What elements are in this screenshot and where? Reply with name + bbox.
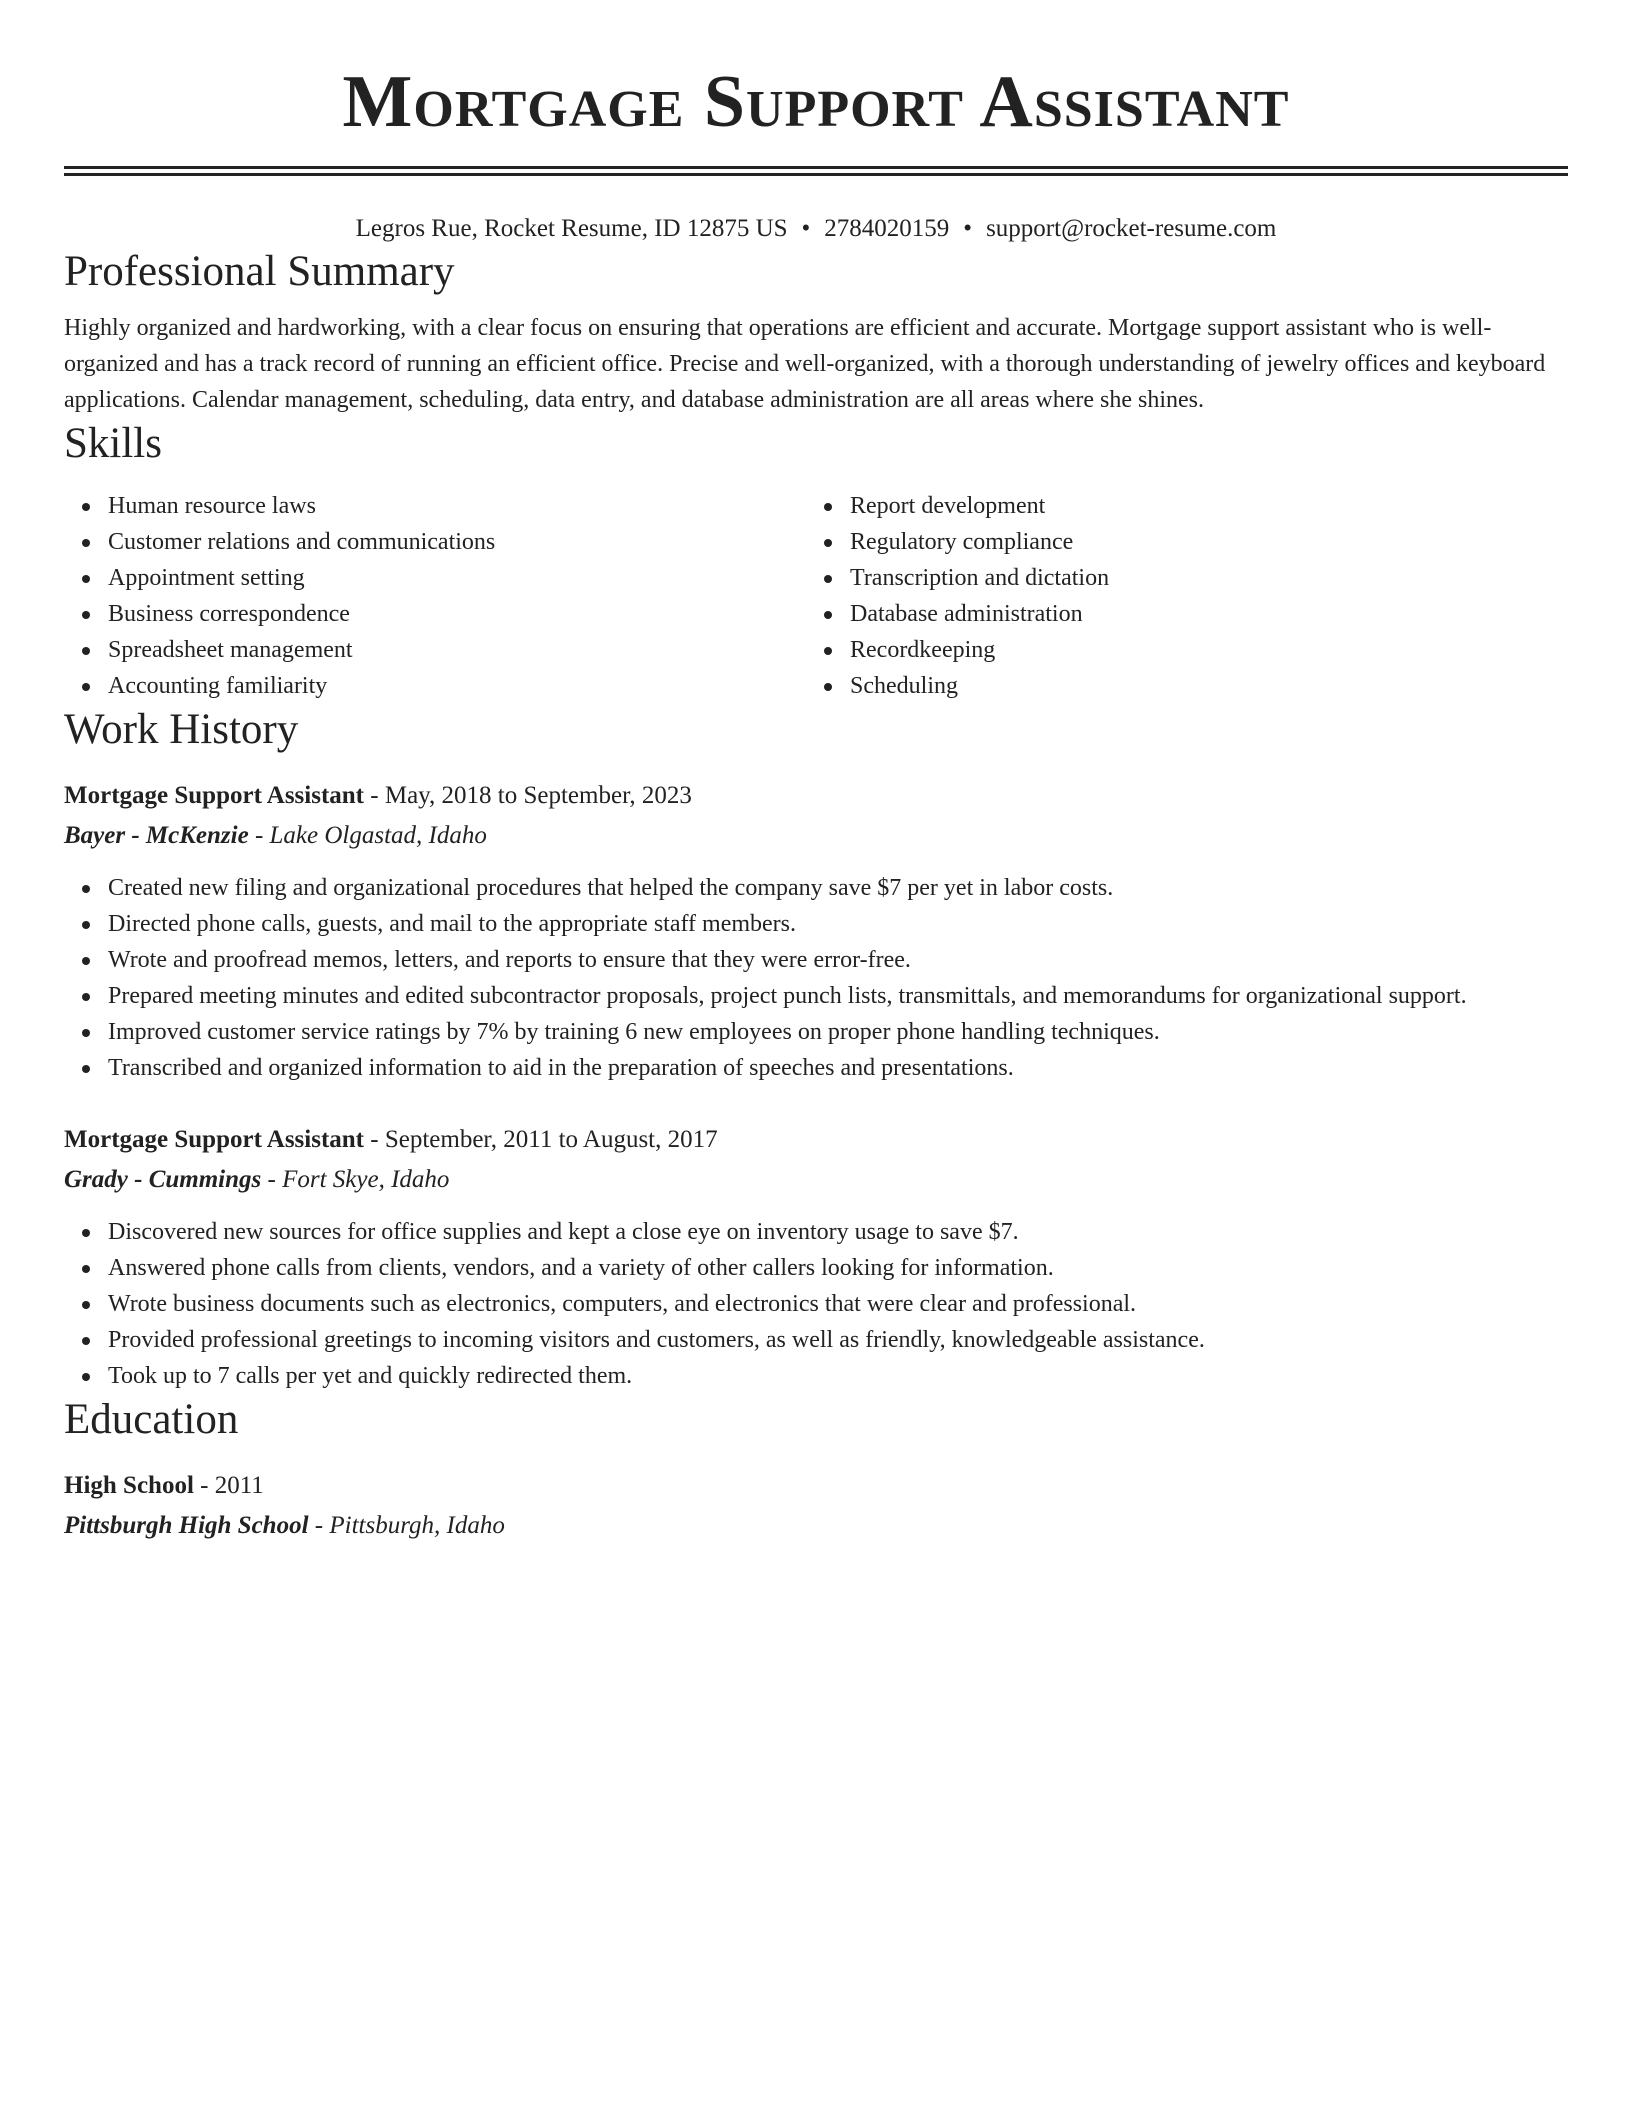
company-line [64, 1160, 1568, 1200]
company-line [64, 816, 1568, 856]
education-year: - 2011 [193, 1472, 264, 1499]
skill-item: Customer relations and communications [108, 524, 806, 560]
job-company: Grady - Cummings [64, 1166, 262, 1193]
contact-phone: 2784020159 [824, 215, 950, 242]
education-entry [64, 1466, 1568, 1546]
title-double-rule [64, 166, 1568, 176]
skills-list-left [64, 488, 806, 704]
education-heading: Education [64, 1396, 239, 1443]
skill-item: Spreadsheet management [108, 632, 806, 668]
job-bullet: Provided professional greetings to incoming visitors and customers, as well as friendly, knowledgeable assistance. [108, 1322, 1568, 1358]
job-bullet: Took up to 7 calls per yet and quickly redirected them. [108, 1358, 1568, 1394]
job-title-line [64, 1120, 1568, 1160]
skills-list-right [806, 488, 1548, 704]
job-bullet: Created new filing and organizational procedures that helped the company save $7 per yet in labor costs. [108, 870, 1568, 906]
school-line [64, 1506, 1568, 1546]
contact-separator: • [801, 215, 811, 242]
degree-line [64, 1466, 1568, 1506]
skill-item: Recordkeeping [850, 632, 1548, 668]
contact-line [64, 212, 1568, 246]
education-location: - Pittsburgh, Idaho [308, 1512, 505, 1539]
contact-address: Legros Rue, Rocket Resume, ID 12875 US [355, 215, 788, 242]
job-bullets [64, 870, 1568, 1086]
job-role: Mortgage Support Assistant [64, 1126, 365, 1153]
job-location: - Fort Skye, Idaho [261, 1166, 450, 1193]
skill-item: Transcription and dictation [850, 560, 1548, 596]
job-bullet: Answered phone calls from clients, vendors, and a variety of other callers looking for information. [108, 1250, 1568, 1286]
summary-text: Highly organized and hardworking, with a clear focus on ensuring that operations are efficient and accurate. Mortgage support assistant who is well-organized and has a track record of running an efficient office. Precise and well-organized, with a thorough understanding of jewelry offices and keyboard applications. Calendar management, scheduling, data entry, and database administration are all areas where she shines. [64, 315, 1546, 413]
job-bullet: Directed phone calls, guests, and mail to the appropriate staff members. [108, 906, 1568, 942]
skills-heading: Skills [64, 420, 162, 467]
job-role: Mortgage Support Assistant [64, 782, 365, 809]
skill-item: Accounting familiarity [108, 668, 806, 704]
job-bullet: Discovered new sources for office supplies and kept a close eye on inventory usage to save $7. [108, 1214, 1568, 1250]
education-school: Pittsburgh High School [64, 1512, 309, 1539]
skill-item: Scheduling [850, 668, 1548, 704]
contact-email: support@rocket-resume.com [986, 215, 1277, 242]
summary-heading: Professional Summary [64, 248, 455, 295]
job-dates: - May, 2018 to September, 2023 [364, 782, 692, 809]
job-entry [64, 776, 1568, 1086]
skill-item: Appointment setting [108, 560, 806, 596]
skills-columns [64, 488, 1568, 704]
job-bullet: Wrote and proofread memos, letters, and reports to ensure that they were error-free. [108, 942, 1568, 978]
job-bullet: Wrote business documents such as electronics, computers, and electronics that were clear and professional. [108, 1286, 1568, 1322]
work-history-heading: Work History [64, 706, 299, 753]
skill-item: Human resource laws [108, 488, 806, 524]
skill-item: Regulatory compliance [850, 524, 1548, 560]
job-dates: - September, 2011 to August, 2017 [364, 1126, 718, 1153]
resume-title: Mortgage Support Assistant [342, 61, 1290, 143]
job-bullets [64, 1214, 1568, 1394]
job-bullet: Prepared meeting minutes and edited subcontractor proposals, project punch lists, transmittals, and memorandums for organizational support. [108, 978, 1568, 1014]
job-title-line [64, 776, 1568, 816]
skill-item: Report development [850, 488, 1548, 524]
skill-item: Database administration [850, 596, 1548, 632]
contact-separator: • [963, 215, 973, 242]
skill-item: Business correspondence [108, 596, 806, 632]
job-location: - Lake Olgastad, Idaho [248, 822, 487, 849]
job-company: Bayer - McKenzie [64, 822, 249, 849]
job-entry [64, 1120, 1568, 1394]
education-degree: High School [64, 1472, 194, 1499]
job-bullet: Improved customer service ratings by 7% by training 6 new employees on proper phone handling techniques. [108, 1014, 1568, 1050]
job-bullet: Transcribed and organized information to aid in the preparation of speeches and presentations. [108, 1050, 1568, 1086]
